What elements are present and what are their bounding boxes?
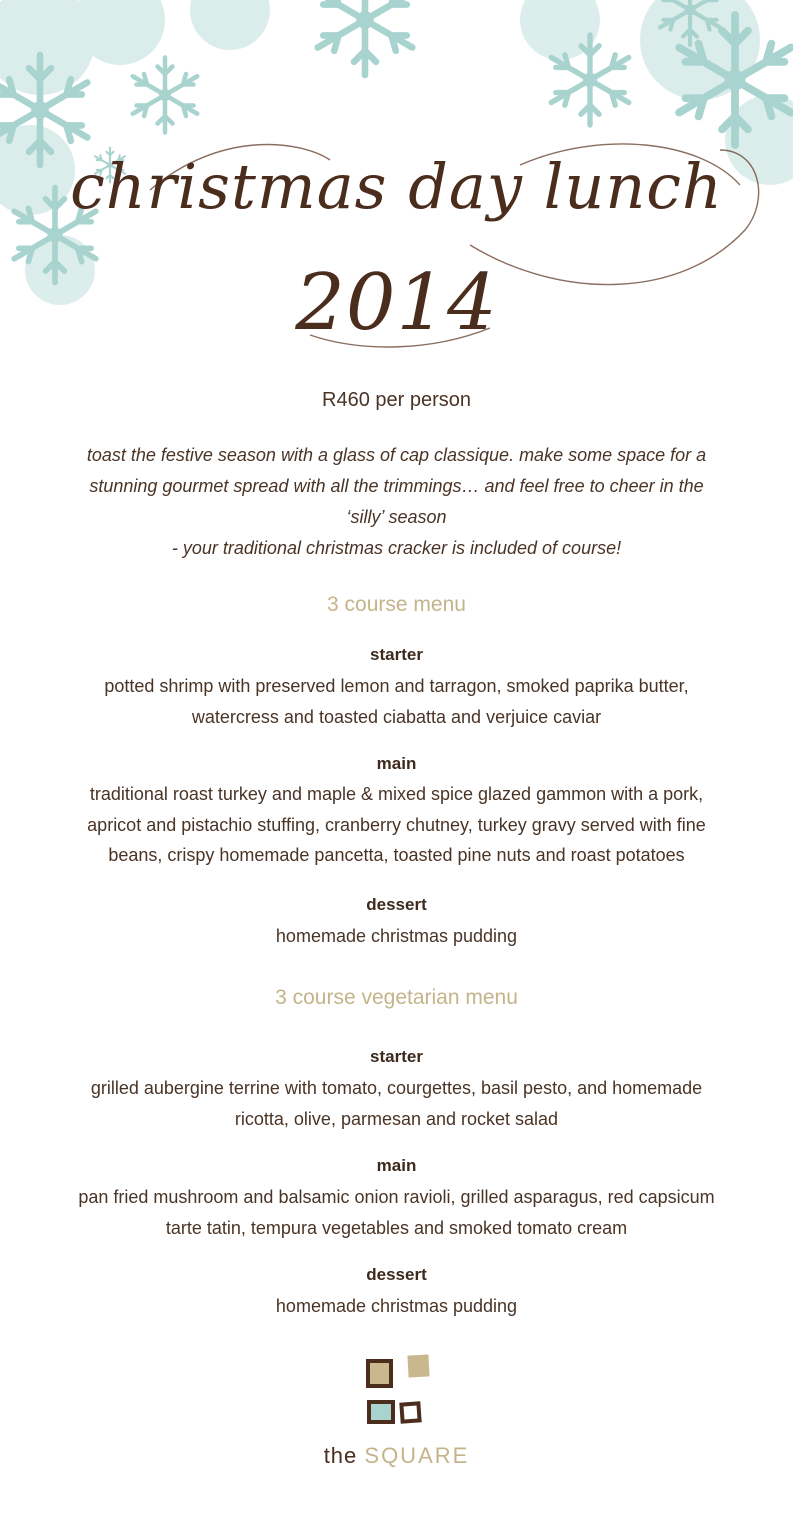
intro-line: toast the festive season with a glass of cap classique. make some space for a bbox=[86, 445, 707, 465]
course-label-dessert: dessert bbox=[366, 895, 427, 914]
description-line: homemade christmas pudding bbox=[275, 926, 518, 946]
intro-line: - your traditional christmas cracker is included of course! bbox=[171, 538, 622, 558]
course-label-main: main bbox=[376, 1156, 417, 1175]
course-description-dessert bbox=[40, 1291, 753, 1322]
intro-line: ‘silly’ season bbox=[346, 507, 447, 527]
description-line: potted shrimp with preserved lemon and tarragon, smoked paprika butter, bbox=[104, 676, 689, 696]
brand-accent: SQUARE bbox=[364, 1443, 470, 1468]
price: R460 per person bbox=[322, 389, 471, 411]
description-line: grilled aubergine terrine with tomato, courgettes, basil pesto, and homemade bbox=[90, 1078, 703, 1098]
intro-line: stunning gourmet spread with all the trimmings… and feel free to cheer in the bbox=[89, 476, 704, 496]
header-decoration bbox=[0, 0, 793, 360]
course-description-starter bbox=[40, 671, 753, 732]
description-line: beans, crispy homemade pancetta, toasted pine nuts and roast potatoes bbox=[108, 845, 685, 865]
brand-name bbox=[0, 1443, 793, 1469]
menu-year: 2014 bbox=[295, 258, 498, 348]
description-line: homemade christmas pudding bbox=[275, 1296, 518, 1316]
section-title-menu: 3 course menu bbox=[327, 593, 466, 616]
section-title-vegetarian-menu: 3 course vegetarian menu bbox=[275, 986, 518, 1009]
square-logo-icon bbox=[360, 1355, 435, 1430]
description-line: ricotta, olive, parmesan and rocket salad bbox=[234, 1108, 559, 1129]
logo-square bbox=[407, 1354, 429, 1377]
course-label-dessert: dessert bbox=[366, 1265, 427, 1284]
description-line: apricot and pistachio stuffing, cranberry chutney, turkey gravy served with fine bbox=[87, 814, 706, 835]
intro-text bbox=[50, 440, 743, 564]
description-line: traditional roast turkey and maple & mixed spice glazed gammon with a pork, bbox=[89, 784, 704, 804]
brand-prefix: the bbox=[323, 1443, 365, 1468]
course-label-starter: starter bbox=[370, 1047, 423, 1066]
course-label-main: main bbox=[376, 754, 417, 773]
menu-title: christmas day lunch bbox=[70, 150, 723, 223]
course-description-starter bbox=[40, 1073, 753, 1134]
description-line: watercress and toasted ciabatta and verjuice caviar bbox=[191, 706, 602, 727]
course-description-main bbox=[40, 779, 753, 871]
course-description-dessert bbox=[40, 921, 753, 952]
course-label-starter: starter bbox=[370, 645, 423, 664]
logo-square bbox=[399, 1401, 421, 1423]
description-line: pan fried mushroom and balsamic onion ravioli, grilled asparagus, red capsicum bbox=[78, 1187, 715, 1207]
logo-square bbox=[367, 1400, 395, 1424]
logo-square bbox=[366, 1359, 393, 1388]
description-line: tarte tatin, tempura vegetables and smoked tomato cream bbox=[165, 1217, 628, 1238]
course-description-main bbox=[40, 1182, 753, 1243]
